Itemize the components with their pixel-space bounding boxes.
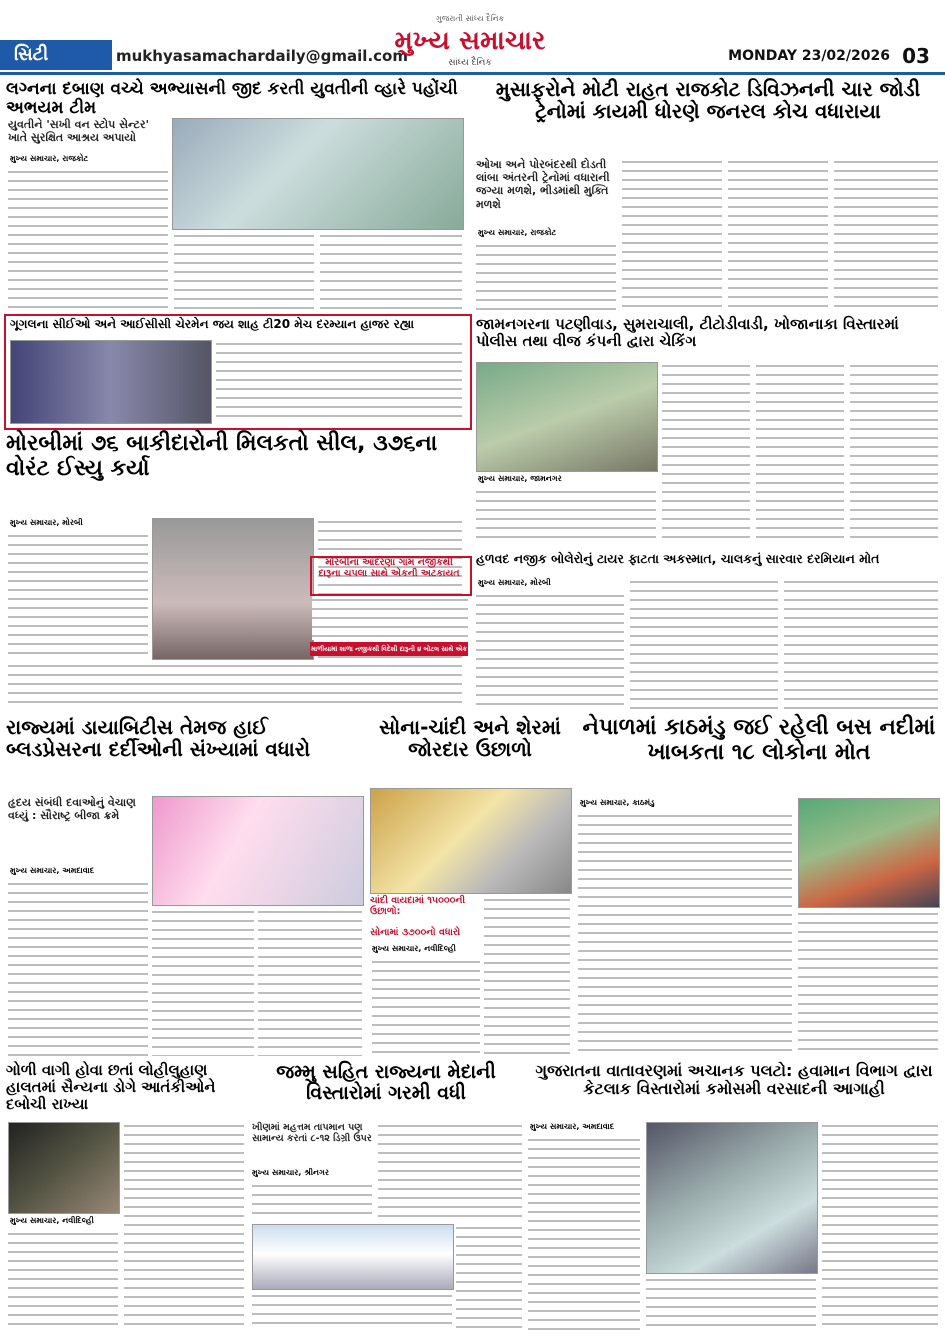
article-13-headline: ગુજરાતના વાતાવરણમાં અચાનક પલટો: હવામાન વિભાગ દ્વારા કેટલાક વિસ્તારોમાં કમોસમી વરસાદની આગાહી xyxy=(535,1061,933,1098)
article-4-body-col4 xyxy=(850,362,938,544)
issue-date: MONDAY 23/02/2026 xyxy=(728,48,890,64)
article-9-photo xyxy=(370,788,572,894)
section-label: સિટી xyxy=(0,40,112,70)
article-4-body-col2 xyxy=(662,362,750,544)
article-1-body-col3 xyxy=(320,232,462,310)
article-5-headline: મોરબીમાં ૭૬ બાકીદારોની મિલકતો સીલ, ૩૭૬ના વોરંટ ઈસ્યુ કર્યા xyxy=(6,431,438,481)
article-13-photo xyxy=(646,1122,818,1274)
article-1-body-col1 xyxy=(8,168,168,310)
article-11-body-col1 xyxy=(8,1230,118,1330)
email-address[interactable]: mukhyasamachardaily@gmail.com xyxy=(116,47,408,65)
article-8-subhead: હૃદય સંબંધી દવાઓનું વેચાણ વધ્યું : સૌરાષ્ટ્ર બીજા ક્રમે xyxy=(8,796,136,823)
article-8-body-col1 xyxy=(8,880,148,1056)
header-rule xyxy=(0,72,945,75)
article-2-headline: મુસાફરોને મોટી રાહત રાજકોટ ડિવિઝનની ચાર જોડી ટ્રેનોમાં કાયમી ધોરણે જનરલ કોચ વધારાયા xyxy=(495,77,921,124)
article-5-body-col1 xyxy=(8,532,148,658)
article-10-headline: નેપાળમાં કાઠમંડુ જઈ રહેલી બસ નદીમાં ખાબકતા ૧૮ લોકોના મોત xyxy=(582,715,936,765)
article-1-byline: મુખ્ય સમાચાર, રાજકોટ xyxy=(10,154,89,163)
logo-top-line: ગુજરાતી સાંધ્ય દૈનિક xyxy=(435,14,505,23)
article-10-body-col1 xyxy=(578,812,792,1056)
article-10-body-col2 xyxy=(798,910,938,1056)
article-9-caption-2: સોનામાં ૩૭૦૦નો વધારો xyxy=(370,927,461,938)
article-4-photo xyxy=(476,362,658,472)
article-8-photo xyxy=(152,796,364,906)
article-13-body-col3 xyxy=(822,1122,938,1330)
logo-name: મુખ્ય સમાચાર xyxy=(394,26,546,56)
article-12-subhead: ખીણમાં મહત્તમ તાપમાન પણ સામાન્ય કરતાં ૮-૧૨ ડિગ્રી ઉપર xyxy=(252,1122,372,1145)
article-8-body-col2 xyxy=(152,908,254,1056)
article-12-body-col1 xyxy=(252,1182,372,1220)
article-7-headline: હળવદ નજીક બોલેરોનું ટાયર ફાટતા અકસ્માત, ચાલકનું સારવાર દરમિયાન મોત xyxy=(476,551,880,566)
article-3-body xyxy=(216,340,462,422)
article-12-body-col2 xyxy=(378,1122,522,1220)
article-13-byline: મુખ્ય સમાચાર, અમદાવાદ xyxy=(530,1122,615,1131)
article-13-body-col2 xyxy=(646,1276,816,1330)
article-12-photo xyxy=(252,1224,454,1290)
article-12-headline: જમ્મુ સહિત રાજ્યના મેદાની વિસ્તારોમાં ગરમી વધી xyxy=(276,1061,496,1105)
article-12-body-col3 xyxy=(252,1292,452,1330)
newspaper-logo xyxy=(380,14,560,72)
article-2-body-col1 xyxy=(476,242,616,310)
article-6-body xyxy=(312,596,468,640)
article-5-byline: મુખ્ય સમાચાર, મોરબી xyxy=(10,518,83,527)
article-3-photo xyxy=(10,340,212,424)
article-4-headline: જામનગરના પટણીવાડ, સુમરાચાલી, ટીટોડીવાડી, ખોજાનાકા વિસ્તારમાં પોલીસ તથા વીજ કંપની દ્વારા ચેકિંગ xyxy=(476,315,899,350)
article-2-body-col3 xyxy=(728,158,828,310)
article-10-photo xyxy=(798,798,940,908)
article-4-byline: મુખ્ય સમાચાર, જામનગર xyxy=(478,474,562,483)
article-7-body-col1 xyxy=(476,592,624,710)
article-1-body-col2 xyxy=(174,232,314,310)
article-11-byline: મુખ્ય સમાચાર, નવીદિલ્હી xyxy=(10,1216,94,1225)
article-8-headline: રાજ્યમાં ડાયાબિટીસ તેમજ હાઈ બ્લડપ્રેસરના દર્દીઓની સંખ્યામાં વધારો xyxy=(6,715,311,762)
article-7-body-col3 xyxy=(784,578,938,710)
article-8-body-col3 xyxy=(258,908,362,1056)
article-4-body-col1 xyxy=(476,488,656,544)
article-5-photo xyxy=(152,518,314,660)
article-9-body-col1 xyxy=(372,958,480,1056)
article-2-byline: મુખ્ય સમાચાર, રાજકોટ xyxy=(478,228,557,237)
article-9-headline: સોના-ચાંદી અને શેરમાં જોરદાર ઉછાળો xyxy=(379,715,561,762)
article-6-band: માળીયામાં શાળા નજીકથી વિદેશી દારૂની ૪ બોટલ સાથે એક પકડાયો xyxy=(310,642,468,656)
article-11-headline: ગોળી વાગી હોવા છતાં લોહીલુહાણ હાલતમાં સૈન્યના ડોગે આતંકીઓને દબોચી રાખ્યા xyxy=(6,1061,216,1113)
article-2-body-col2 xyxy=(622,158,722,310)
article-11-body-col2 xyxy=(124,1122,244,1330)
article-12-byline: મુખ્ય સમાચાર, શ્રીનગર xyxy=(252,1168,329,1177)
article-7-byline: મુખ્ય સમાચાર, મોરબી xyxy=(478,578,551,587)
article-2-body-col4 xyxy=(834,158,938,310)
article-1-headline: લગ્નના દબાણ વચ્ચે અભ્યાસની જીદ કરતી યુવતીની વ્હારે પહોંચી અભયમ ટીમ xyxy=(6,79,458,119)
article-2-subhead: ઓખા અને પોરબંદરથી દોડતી લાંબા અંતરની ટ્રેનોમાં વધારાની જગ્યા મળશે, ભીડમાંથી મુક્તિ મળશે xyxy=(476,158,610,211)
logo-tagline: સાંધ્ય દૈનિક xyxy=(448,58,492,68)
article-1-photo xyxy=(172,118,464,230)
article-11-photo xyxy=(8,1122,120,1214)
article-9-byline: મુખ્ય સમાચાર, નવીદિલ્હી xyxy=(372,944,456,953)
article-9-caption-1: ચાંદી વાયદામાં ૧૫૦૦૦ની ઉછાળો: xyxy=(370,895,466,917)
page-number: 03 xyxy=(902,44,930,68)
article-4-body-col3 xyxy=(756,362,844,544)
article-3-headline: ગૂગલના સીઈઓ અને આઈસીસી ચેરમેન જય શાહ ટી20 મેચ દરમ્યાન હાજર રહ્યા xyxy=(10,317,415,331)
article-9-body-col2 xyxy=(484,896,570,1056)
article-12-body-col4 xyxy=(456,1224,522,1330)
article-10-byline: મુખ્ય સમાચાર, કાઠમંડુ xyxy=(580,798,655,807)
article-13-body-col1 xyxy=(528,1136,640,1330)
article-8-byline: મુખ્ય સમાચાર, અમદાવાદ xyxy=(10,866,95,875)
article-1-subhead: યુવતીને 'સખી વન સ્ટોપ સેન્ટર' ખાતે સુરક્ષિત આશ્રય અપાયો xyxy=(8,118,149,145)
article-6-headline: મોરબીના આંદરણા ગામ નજીકથી દારૂના ચપલા સાથે એકની અટકાયત xyxy=(318,557,460,579)
article-7-body-col2 xyxy=(630,578,778,710)
